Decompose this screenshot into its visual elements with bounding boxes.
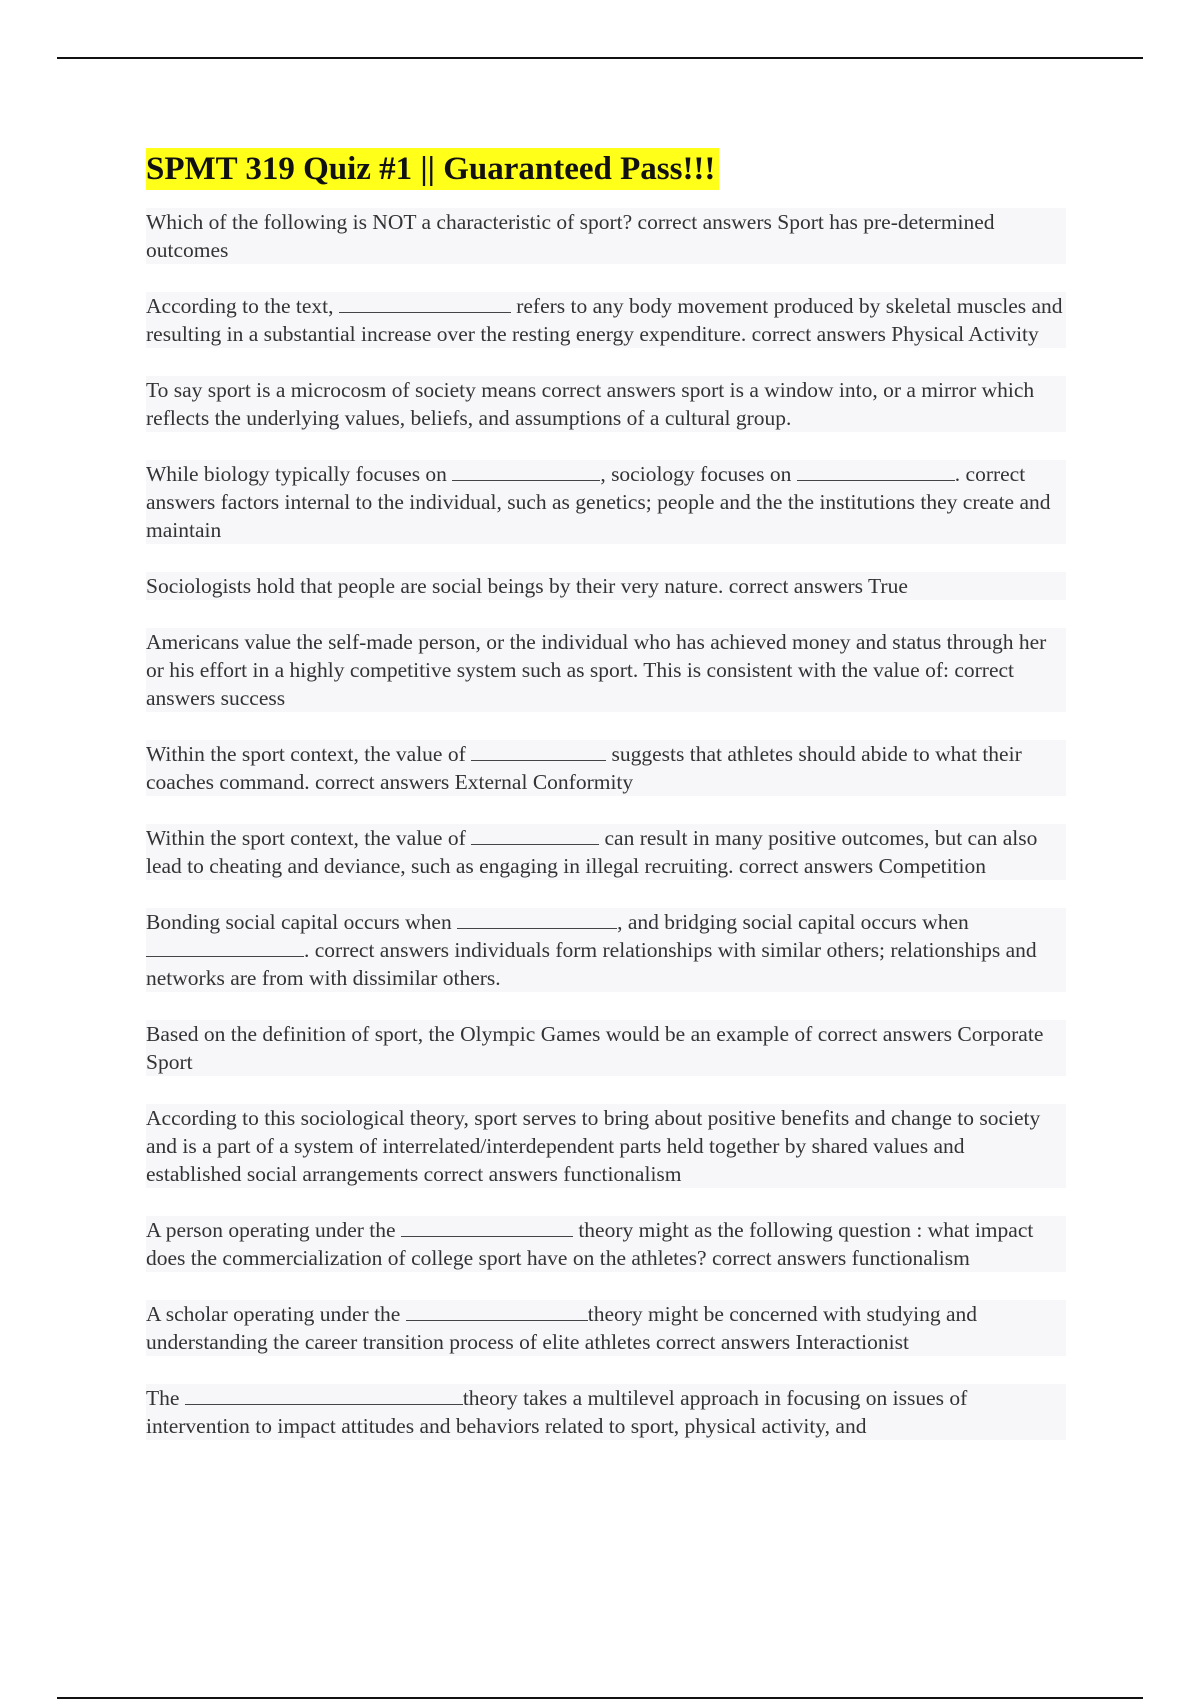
fill-in-blank <box>146 936 304 957</box>
qa-text: , sociology focuses on <box>600 462 797 486</box>
fill-in-blank <box>457 908 617 929</box>
fill-in-blank <box>401 1216 573 1237</box>
document-body <box>146 148 1066 1468</box>
qa-item <box>146 376 1066 432</box>
fill-in-blank <box>185 1384 463 1405</box>
qa-item <box>146 1300 1066 1356</box>
qa-text: . correct answers individuals form relationships with similar others; relationships and networks are from with dissimilar others. <box>146 938 1037 990</box>
document-title: SPMT 319 Quiz #1 || Guaranteed Pass!!! <box>146 148 719 190</box>
fill-in-blank <box>797 460 955 481</box>
qa-item <box>146 292 1066 348</box>
qa-item <box>146 1104 1066 1188</box>
qa-text: Based on the definition of sport, the Olympic Games would be an example of correct answers Corporate Sport <box>146 1022 1044 1074</box>
qa-text: The <box>146 1386 185 1410</box>
qa-text: A person operating under the <box>146 1218 401 1242</box>
qa-text: . correct answers factors internal to the individual, such as genetics; people and the the institutions they create and maintain <box>146 462 1051 542</box>
qa-item <box>146 740 1066 796</box>
qa-item <box>146 908 1066 992</box>
qa-text: can result in many positive outcomes, but can also lead to cheating and deviance, such as engaging in illegal recruiting. correct answers Competition <box>146 826 1038 878</box>
qa-text: According to the text, <box>146 294 339 318</box>
fill-in-blank <box>471 740 606 761</box>
qa-text: Bonding social capital occurs when <box>146 910 458 934</box>
qa-text: theory might be concerned with studying and understanding the career transition process of elite athletes correct answers Interactionist <box>146 1302 978 1354</box>
qa-text: According to this sociological theory, sport serves to bring about positive benefits and change to society and is a part of a system of interrelated/interdependent parts held together by shared values and established social arrangements correct answers functionalism <box>146 1106 1041 1186</box>
qa-text: Within the sport context, the value of <box>146 826 472 850</box>
qa-text: refers to any body movement produced by skeletal muscles and resulting in a substantial increase over the resting energy expenditure. correct answers Physical Activity <box>146 294 1063 346</box>
qa-text: While biology typically focuses on <box>146 462 453 486</box>
fill-in-blank <box>471 824 599 845</box>
qa-item <box>146 572 1066 600</box>
qa-text: Which of the following is NOT a characteristic of sport? correct answers Sport has pre-determined outcomes <box>146 210 995 262</box>
fill-in-blank <box>339 292 511 313</box>
fill-in-blank <box>452 460 600 481</box>
qa-item <box>146 208 1066 264</box>
qa-text: To say sport is a microcosm of society means correct answers sport is a window into, or a mirror which reflects the underlying values, beliefs, and assumptions of a cultural group. <box>146 378 1035 430</box>
qa-text: Sociologists hold that people are social beings by their very nature. correct answers True <box>146 574 908 598</box>
qa-text: theory might as the following question : what impact does the commercialization of college sport have on the athletes? correct answers functionalism <box>146 1218 1034 1270</box>
qa-item <box>146 1216 1066 1272</box>
qa-text: , and bridging social capital occurs when <box>617 910 969 934</box>
qa-text: Americans value the self-made person, or the individual who has achieved money and status through her or his effort in a highly competitive system such as sport. This is consistent with the value of: correct answers success <box>146 630 1047 710</box>
top-rule <box>57 57 1143 59</box>
qa-list <box>146 208 1066 1440</box>
qa-item <box>146 628 1066 712</box>
qa-item <box>146 1020 1066 1076</box>
bottom-rule <box>57 1697 1143 1699</box>
qa-text: Within the sport context, the value of <box>146 742 472 766</box>
qa-text: theory takes a multilevel approach in focusing on issues of intervention to impact attitudes and behaviors related to sport, physical activity, and <box>146 1386 968 1438</box>
fill-in-blank <box>406 1300 588 1321</box>
qa-item <box>146 460 1066 544</box>
qa-item <box>146 824 1066 880</box>
qa-item <box>146 1384 1066 1440</box>
qa-text: A scholar operating under the <box>146 1302 406 1326</box>
qa-text: suggests that athletes should abide to what their coaches command. correct answers External Conformity <box>146 742 1022 794</box>
